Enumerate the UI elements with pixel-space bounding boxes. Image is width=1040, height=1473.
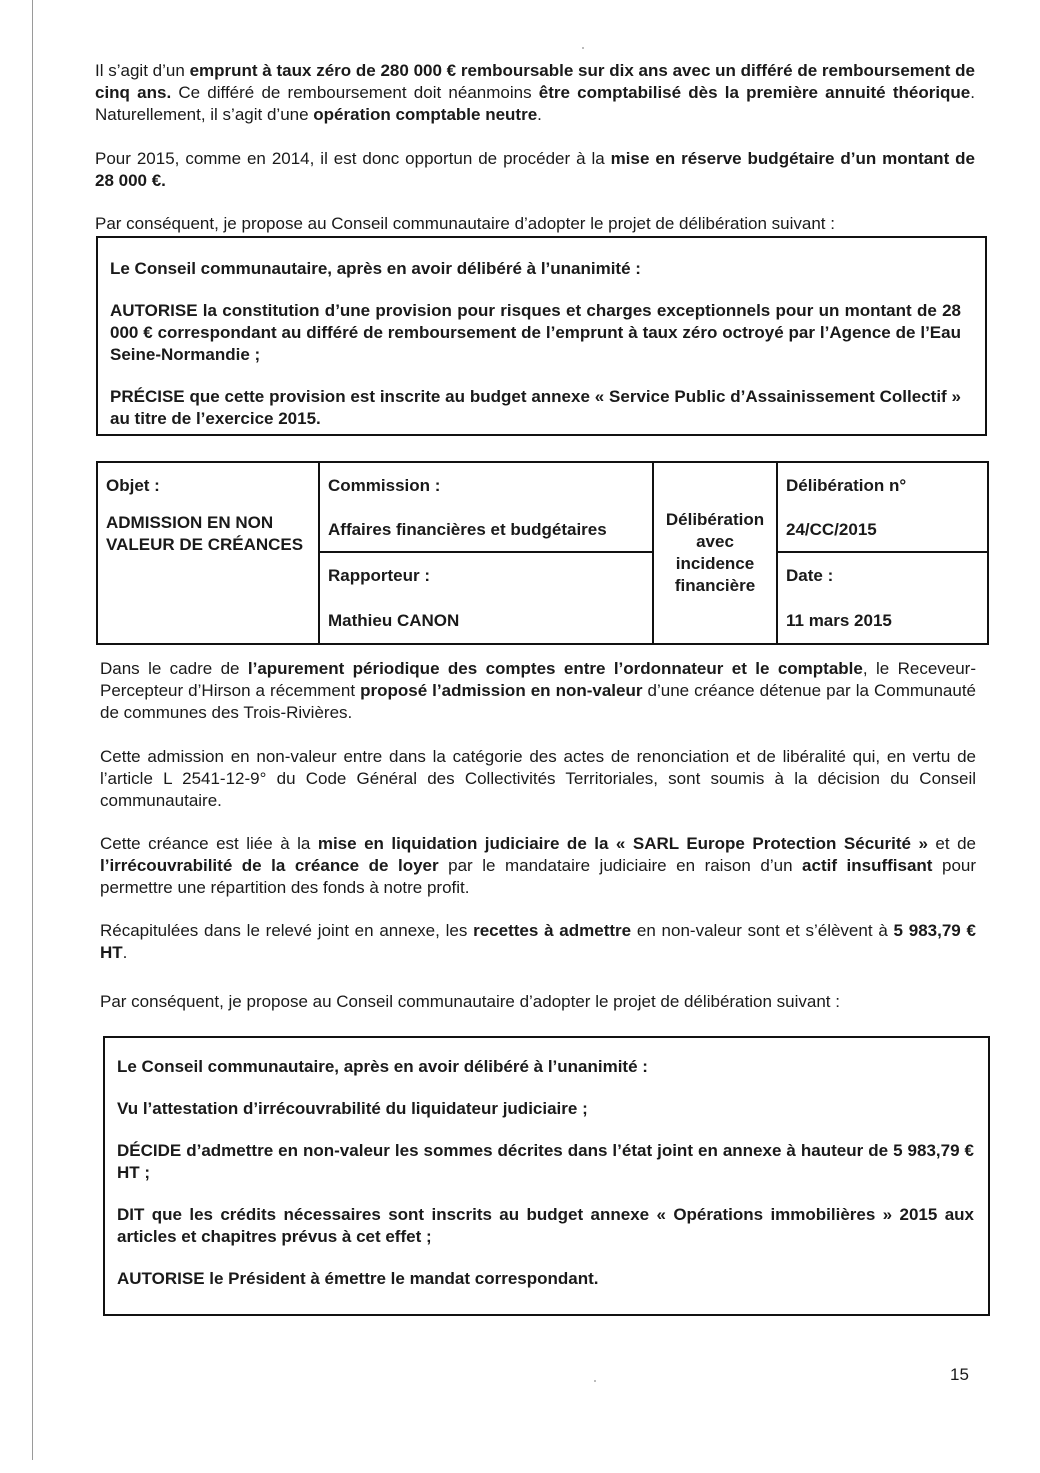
left-margin-line [32,0,33,1460]
box2-intro: Le Conseil communautaire, après en avoir délibéré à l’unanimité : [117,1057,648,1076]
page-number: 15 [950,1365,969,1384]
box2-dit: DIT que les crédits nécessaires sont inscrits au budget annexe « Opérations immobilières » 2015 aux articles et chapitres prévus à cet effet ; [117,1205,974,1246]
date-label: Date : [777,552,988,598]
box2-decide: DÉCIDE d’admettre en non-valeur les sommes décrites dans l’état joint en annexe à hauteur de 5 983,79 € HT ; [117,1141,974,1182]
paragraph-reserve: Pour 2015, comme en 2014, il est donc opportun de procéder à la mise en réserve budgétaire d’un montant de 28 000 €. [95,149,976,190]
objet-label: Objet : [97,462,319,508]
paragraph-admission: Cette admission en non-valeur entre dans la catégorie des actes de renonciation et de libéralité qui, en vertu de l’article L 2541-12-9° du Code Général des Collectivités Territoriales, sont soumis à la décision du Conseil communautaire. [100,747,976,810]
paragraph-apurement: Dans le cadre de l’apurement périodique des comptes entre l’ordonnateur et le comptable, le Receveur-Percepteur d’Hirson a récemment proposé l’admission en non-valeur d’une créance détenue par la Communauté de communes des Trois-Rivières. [100,659,977,722]
incidence-financiere: Délibération avec incidence financière [653,462,777,644]
commission-label: Commission : [319,462,653,508]
box2-autorise: AUTORISE le Président à émettre le mandat correspondant. [117,1269,599,1288]
date-value: 11 mars 2015 [777,598,988,644]
paragraph-proposition-1: Par conséquent, je propose au Conseil communautaire d’adopter le projet de délibération suivant : [95,214,835,233]
paragraph-creance: Cette créance est liée à la mise en liquidation judiciaire de la « SARL Europe Protection Sécurité » et de l’irrécouvrabilité de la créance de loyer par le mandataire judiciaire en raison d’un actif insuffisant pour permettre une répartition des fonds à notre profit. [100,834,977,897]
rapporteur-label: Rapporteur : [319,552,653,598]
deliberation-label: Délibération n° [777,462,988,508]
rapporteur-value: Mathieu CANON [319,598,653,644]
commission-value: Affaires financières et budgétaires [319,508,653,552]
paragraph-recettes: Récapitulées dans le relevé joint en annexe, les recettes à admettre en non-valeur sont et s’élèvent à 5 983,79 € HT. [100,921,976,962]
paragraph-emprunt: Il s’agit d’un emprunt à taux zéro de 280 000 € remboursable sur dix ans avec un différé de remboursement de cinq ans. Ce différé de remboursement doit néanmoins être comptabilisé dès la première annuité théorique. Naturellement, il s’agit d’une opération comptable neutre. [95,61,975,124]
scan-speck [582,47,584,49]
box1-intro: Le Conseil communautaire, après en avoir délibéré à l’unanimité : [110,259,641,278]
deliberation-number: 24/CC/2015 [777,508,988,552]
scan-speck [594,1380,596,1382]
paragraph-proposition-2: Par conséquent, je propose au Conseil communautaire d’adopter le projet de délibération suivant : [100,992,840,1011]
objet-value: ADMISSION EN NON VALEUR DE CRÉANCES [97,508,319,644]
box1-autorise: AUTORISE la constitution d’une provision pour risques et charges exceptionnels pour un montant de 28 000 € correspondant au différé de remboursement de l’emprunt à taux zéro octroyé par l’Agence de l’Eau Seine-Normandie ; [110,301,961,364]
deliberation-box-1 [96,236,987,436]
deliberation-box-2 [103,1036,990,1316]
deliberation-info-table [96,461,989,645]
box2-vu: Vu l’attestation d’irrécouvrabilité du liquidateur judiciaire ; [117,1099,588,1118]
box1-precise: PRÉCISE que cette provision est inscrite au budget annexe « Service Public d’Assainissement Collectif » au titre de l’exercice 2015. [110,387,961,428]
